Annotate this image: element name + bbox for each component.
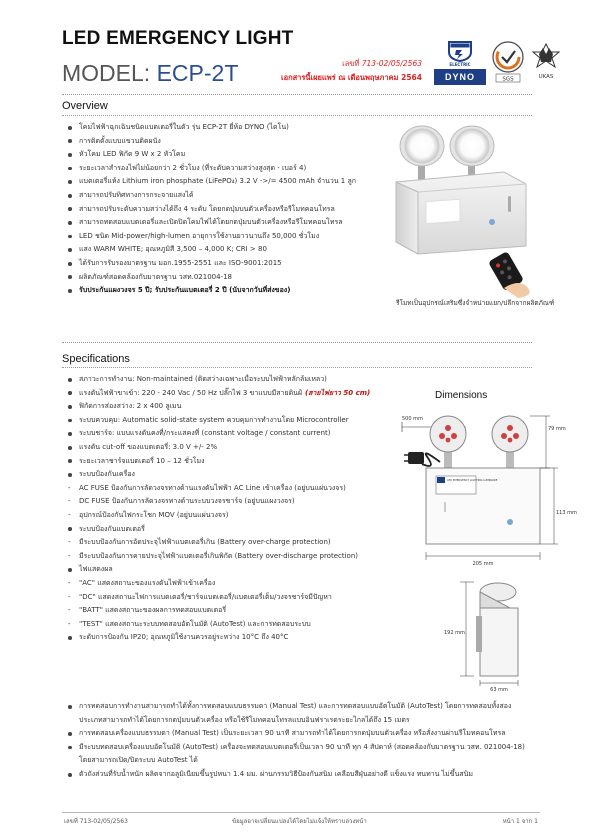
spec-subitem: [66, 495, 370, 509]
spec-text: ระยะเวลาชาร์จแบตเตอรี่ 10 – 12 ชั่วโมง: [79, 456, 205, 465]
cable-length-label: 500 mm: [402, 416, 423, 422]
warranty-item: รับประกันแผงวงจร 5 ปี; รับประกันแบตเตอรี่ 2 ปี (นับจากวันที่ส่งของ): [66, 284, 356, 298]
spec-text: "DC" แสดงสถานะไฟการแบตเตอรี่/ชาร์จแบตเตอรี่/แบตเตอรี่เต็ม/วงจรชาร์จมีปัญหา: [79, 592, 332, 601]
remote-caption: รีโมทเป็นอุปกรณ์เสริมซึ่งจำหน่ายแยก/ปลีกจากผลิตภัณฑ์: [396, 299, 555, 307]
document-info: [281, 57, 422, 85]
overview-list: [66, 121, 356, 298]
spec-text: "TEST" แสดงสถานะระบบทดสอบอัตโนมัติ (AutoTest) และการทดสอบระบบ: [79, 619, 311, 628]
spec-text: แรงดัน cut-off ของแบตเตอรี่: 3.0 V +/- 2%: [79, 442, 218, 451]
footer-page-number: หน้า 1 จาก 1: [502, 818, 538, 825]
spec-text: ไฟแสดงผล: [79, 565, 113, 574]
spec-item: [66, 373, 370, 387]
specifications-heading: Specifications: [62, 353, 130, 365]
specifications-divider: [62, 367, 532, 368]
doc-number: 713-02/05/2563: [361, 59, 422, 68]
brand-name: DYNO: [434, 69, 486, 85]
dyno-shield-icon: [434, 40, 486, 62]
sgs-cert-icon: [490, 40, 526, 84]
spec-subitem: [66, 509, 370, 523]
spec-item: [66, 468, 370, 482]
spec-text: ระบบชาร์จ: แบบแรงดันคงที่/กระแสคงที่ (constant voltage / constant current): [79, 429, 331, 438]
spec-text: "BATT" แสดงสถานะของผลการทดสอบแบตเตอรี่: [79, 606, 227, 615]
page-title: LED EMERGENCY LIGHT: [62, 28, 294, 49]
overview-item: โคมไฟฟ้าฉุกเฉินชนิดแบตเตอรี่ในตัว รุ่น ECP-2T ยี่ห้อ DYNO (ไดโน): [66, 121, 356, 135]
spec-extra: (สายไฟยาว 50 cm): [305, 388, 371, 397]
spec-text: แรงดันไฟฟ้าขาเข้า: 220 - 240 Vac / 50 Hz ปลั๊กไฟ 3 ขาแบบมีสายดินฝ์: [79, 388, 303, 397]
ukas-cert-icon: [528, 40, 564, 84]
spec-subitem: [66, 550, 370, 564]
spec-text: มีระบบป้องกันการอัดประจุไฟฟ้าแบตเตอรี่เกิน (Battery over-charge protection): [79, 538, 331, 547]
footer-doc-number: เลขที่ 713-02/05/2563: [64, 818, 128, 825]
spec-item: [66, 387, 370, 401]
spec-subitem: [66, 618, 370, 632]
model-line: [62, 60, 238, 87]
spec-text: สภาวะการทำงาน: Non-maintained (ติดสว่างเฉพาะเมื่อระบบไฟฟ้าหลักล้มเหลว): [79, 375, 327, 383]
spec-item: มีระบบทดสอบเครื่องแบบอัตโนมัติ (AutoTest) เครื่องจะทดสอบแบตเตอรี่เป็นเวลา 90 นาที ทุก 4 สัปดาห์ (สอดคล้องกับมาตรฐาน วสท. 021004-18) โดยสามารถเปิด/ปิดระบบ AutoTest ได้: [66, 741, 526, 768]
doc-number-line: [281, 57, 422, 71]
spec-item: ตัวถังส่วนที่รับน้ำหนัก ผลิตจากอลูมิเนียมขึ้นรูปหนา 1.4 มม. ผ่านกรรมวิธีป้องกันสนิม เคลือบสีฝุ่นอย่างดี แข็งแรง ทนทาน ไม่ขึ้นสนิม: [66, 768, 526, 782]
overview-item: ได้รับการรับรองมาตรฐาน มอก.1955-2551 และ ISO-9001:2015: [66, 257, 356, 271]
side-width-label: 63 mm: [490, 687, 508, 693]
overview-item: หัวโคม LED ฟิกัด 9 W x 2 หัวโคม: [66, 148, 356, 162]
spec-item: [66, 427, 370, 441]
specifications-list: [66, 373, 370, 645]
spec-subitem: [66, 536, 370, 550]
model-code: ECP-2T: [156, 60, 239, 86]
cert-ukas-label: UKAS: [538, 74, 554, 80]
spec-text: ระดับการป้องกัน IP20; อุณหภูมิใช้งานควรอยู่ระหว่าง 10°C ถึง 40°C: [79, 633, 289, 642]
overview-item: LED ชนิด Mid-power/high-lumen อายุการใช้งานยาวนานถึง 50,000 ชั่วโมง: [66, 230, 356, 244]
overview-item: ระยะเวลาสำรองไฟไม่น้อยกว่า 2 ชั่วโมง (ที่ระดับความสว่างสูงสุด - เบอร์ 4): [66, 162, 356, 176]
spec-item: การทดสอบเครื่องแบบธรรมดา (Manual Test) เป็นระยะเวลา 90 นาที สามารถทำได้โดยการกดปุ่มบนตัวเครื่อง หรือสั่งงานผ่านรีโมทคอนโทรล: [66, 727, 526, 741]
spec-text: ระบบป้องกันแบตเตอรี่: [79, 524, 145, 533]
spec-item: [66, 441, 370, 455]
dimensions-drawing: [340, 402, 577, 693]
cert-sgs-label: SGS: [502, 76, 514, 83]
head-height-label: 79 mm: [548, 426, 566, 432]
spec-item: [66, 523, 370, 537]
dimensions-heading: Dimensions: [435, 390, 488, 401]
plug-icon: [408, 452, 424, 464]
width-label: 205 mm: [472, 561, 494, 567]
spec-item: [66, 563, 370, 577]
brand-top: ELECTRIC: [449, 62, 471, 67]
header-divider: [62, 94, 532, 95]
overview-heading: Overview: [62, 100, 108, 112]
spec-item: การทดสอบการทำงานสามารถทำได้ทั้งการทดสอบแบบธรรมดา (Manual Test) และการทดสอบแบบอัตโนมัติ (AutoTest) โดยการทดสอบทั้งสองประเภทสามารถทำได้โดยการกดปุ่มบนตัวเครื่อง หรือใช้รีโมทคอนโทรลแบบอินฟราเรดระยะไกลได้ถึง 15 เมตร: [66, 700, 526, 727]
spec-item: [66, 455, 370, 469]
product-illustration: [392, 112, 540, 298]
doc-publish: เอกสารนี้เผยแพร่ ณ เดือนพฤษภาคม 2564: [281, 73, 422, 82]
overview-end-divider: [62, 342, 532, 343]
overview-item: สามารถปรับทิศทางการกระจายแสงได้: [66, 189, 356, 203]
spec-text: ฟิกัดการส่องสว่าง: 2 x 400 ลูเมน: [79, 402, 182, 411]
panel-title: LED EMERGENCY LIGHTING LUMINAIRE: [447, 479, 498, 482]
spec-subitem: [66, 591, 370, 605]
overview-item: สามารถทดสอบแบตเตอรี่และเปิดปิดโคมไฟได้โดยกดปุ่มบนตัวเครื่องหรือรีโมทคอนโทรล: [66, 216, 356, 230]
spec-item: [66, 400, 370, 414]
spec-subitem: [66, 577, 370, 591]
spec-text: ระบบป้องกันเครื่อง: [79, 470, 135, 479]
spec-text: AC FUSE ป้องกันการลัดวงจรทางด้านแรงดันไฟฟ้า AC Line เข้าเครื่อง (อยู่บนแผ่นวงจร): [79, 483, 346, 492]
footer-disclaimer: ข้อมูลอาจเปลี่ยนแปลงได้โดยไม่แจ้งให้ทราบล่วงหน้า: [232, 818, 367, 825]
specifications-wrap-list: [66, 700, 526, 782]
model-label: MODEL:: [62, 60, 151, 86]
body-height-label: 113 mm: [556, 510, 577, 516]
spec-text: "AC" แสดงสถานะของแรงดันไฟฟ้าเข้าเครื่อง: [79, 578, 216, 587]
overview-item: การติดตั้งแบบแขวนติดผนัง: [66, 135, 356, 149]
dyno-logo: [434, 40, 486, 90]
spec-text: อุปกรณ์ป้องกันไฟกระโชก MOV (อยู่บนแผ่นวงจร): [79, 510, 229, 519]
overview-item: ผลิตภัณฑ์สอดคล้องกับมาตรฐาน วสท.021004-18: [66, 271, 356, 285]
doc-number-label: เลขที่: [342, 59, 360, 68]
spec-item: [66, 631, 370, 645]
spec-text: มีระบบป้องกันการคายประจุไฟฟ้าแบตเตอรี่เกินพิกัด (Battery over-discharge protection): [79, 551, 359, 560]
spec-text: ระบบควบคุม: Automatic solid-state system ควบคุมการทำงานโดย Microcontroller: [79, 415, 349, 424]
spec-subitem: [66, 604, 370, 618]
overview-item: แสง WARM WHITE; อุณหภูมิสี 3,500 – 4,000 K; CRI > 80: [66, 243, 356, 257]
footer-divider: [62, 812, 540, 813]
spec-item: [66, 414, 370, 428]
side-height-label: 192 mm: [444, 630, 465, 636]
overview-item: สามารถปรับระดับความสว่างได้ถึง 4 ระดับ โดยกดปุ่มบนตัวเครื่องหรือรีโมทคอนโทรล: [66, 203, 356, 217]
spec-text: DC FUSE ป้องกันการลัดวงจรทางด้านระบบวงจรชาร์จ (อยู่บนแผงวงจร): [79, 497, 295, 506]
spec-subitem: [66, 482, 370, 496]
overview-item: แบตเตอรี่แห้ง Lithium iron phosphate (LiFePO₄) 3.2 V ->/= 4500 mAh จำนวน 1 ลูก: [66, 175, 356, 189]
